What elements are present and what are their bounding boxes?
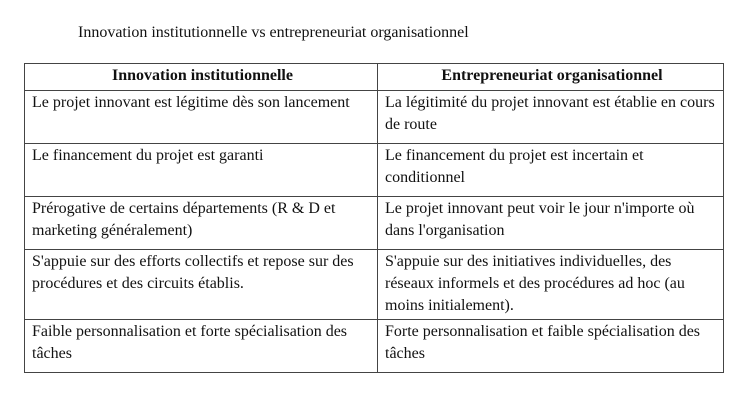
column-header-innovation-institutionnelle: Innovation institutionnelle <box>25 64 378 91</box>
document-title: Innovation institutionnelle vs entrepreneuriat organisationnel <box>78 24 469 41</box>
table-cell: Le financement du projet est incertain et conditionnel <box>378 144 724 197</box>
column-header-entrepreneuriat-organisationnel: Entrepreneuriat organisationnel <box>378 64 724 91</box>
table-row <box>25 197 724 250</box>
table-cell: Prérogative de certains départements (R & D et marketing généralement) <box>25 197 378 250</box>
table-header-row <box>25 64 724 91</box>
table-cell: Le financement du projet est garanti <box>25 144 378 197</box>
table-cell: S'appuie sur des efforts collectifs et repose sur des procédures et des circuits établis. <box>25 250 378 320</box>
table-cell: La légitimité du projet innovant est établie en cours de route <box>378 91 724 144</box>
table-row <box>25 144 724 197</box>
table-row <box>25 320 724 373</box>
table-cell: Le projet innovant est légitime dès son lancement <box>25 91 378 144</box>
table-cell: Faible personnalisation et forte spécialisation des tâches <box>25 320 378 373</box>
table-cell: S'appuie sur des initiatives individuelles, des réseaux informels et des procédures ad hoc (au moins initialement). <box>378 250 724 320</box>
table-cell: Le projet innovant peut voir le jour n'importe où dans l'organisation <box>378 197 724 250</box>
table-cell: Forte personnalisation et faible spécialisation des tâches <box>378 320 724 373</box>
table-row <box>25 250 724 320</box>
table-row <box>25 91 724 144</box>
comparison-table <box>24 63 724 373</box>
